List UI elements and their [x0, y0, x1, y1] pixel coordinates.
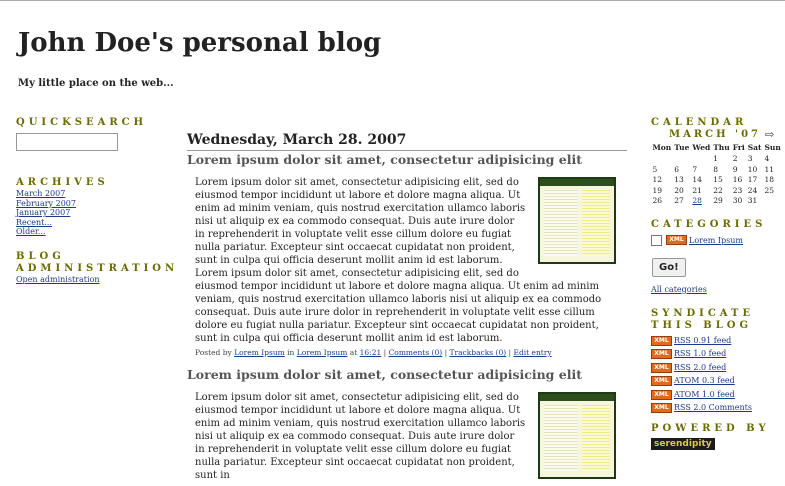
- admin-heading: ADMINISTRATION: [16, 262, 179, 274]
- calendar-day: [691, 154, 712, 165]
- top-border: [0, 0, 785, 1]
- calendar-weekday: Wed: [692, 143, 711, 152]
- post-text: Lorem ipsum dolor sit amet, consectetur adipisicing elit, sed do eiusmod tempor incididunt ut labore et dolore magna aliqua. Ut enim ad minim veniam, quis nostrud exercitation ullamco laboris nisi ut aliquip ex ea commodo consequat. Duis aute irure dolor in reprehenderit in voluptate velit esse cillum dolore eu fugiat nulla pariatur. Excepteur sint occaecat cupidatat non proident, sunt in culpa qui officia deserunt mollit anim id est laborum. Lorem ipsum dolor sit amet, consectetur adipisicing elit, sed do eiusmod tempor incididunt ut labore et dolore magna aliqua. Ut enim ad minim veniam, quis nostrud exercitation ullamco laboris nisi ut aliquip ex ea commodo consequat. Duis aute irure dolor in reprehenderit in voluptate velit esse cillum dolore eu fugiat nulla pariatur. Excepteur sint occaecat cupidatat non proident, sunt in culpa qui officia deserunt mollit anim id est laborum.: [195, 177, 602, 344]
- calendar-day: 18: [764, 175, 775, 184]
- posted-by-label: Posted by: [195, 348, 232, 357]
- feed-item: [651, 374, 781, 388]
- calendar-day-link[interactable]: 28: [692, 196, 702, 205]
- feed-link[interactable]: RSS 1.0 feed: [674, 349, 727, 358]
- post-text: Lorem ipsum dolor sit amet, consectetur adipisicing elit, sed do eiusmod tempor incididunt ut labore et dolore magna aliqua. Ut enim ad minim veniam, quis nostrud exercitation ullamco laboris nisi ut aliquip ex ea commodo consequat. Duis aute irure dolor in reprehenderit in voluptate velit esse cillum dolore eu fugiat nulla pariatur. Excepteur sint occaecat cupidatat non proident, sunt in: [195, 392, 526, 481]
- category-item: [651, 235, 781, 246]
- calendar-week: [651, 165, 782, 176]
- thumbnail-column: [544, 190, 578, 256]
- calendar-week: [651, 186, 782, 197]
- calendar-day: [673, 154, 691, 165]
- thumbnail-sidebar: [582, 405, 610, 471]
- at-label: at: [349, 348, 358, 357]
- thumbnail-column: [544, 405, 578, 471]
- calendar-section: [651, 117, 781, 207]
- calendar-day: 27: [674, 196, 684, 205]
- calendar-day: 10: [747, 164, 758, 174]
- post-body: [195, 391, 620, 482]
- categories-heading: CATEGORIES: [651, 218, 767, 230]
- feed-item: [651, 361, 781, 375]
- calendar-day: 17: [747, 175, 758, 184]
- calendar-day: 20: [674, 185, 684, 195]
- feed-list: [651, 334, 781, 415]
- left-sidebar: [16, 117, 179, 298]
- calendar-day: 11: [764, 164, 775, 174]
- author-link[interactable]: Lorem Ipsum: [234, 348, 285, 357]
- permalink-time[interactable]: 16:21: [359, 348, 382, 357]
- calendar-day: 25: [764, 185, 775, 195]
- calendar-weekday: Tue: [674, 143, 690, 152]
- xml-feed-icon[interactable]: XML: [651, 376, 672, 386]
- calendar-day: 26: [652, 196, 663, 205]
- calendar-day: 21: [692, 185, 702, 195]
- calendar-day: 8: [713, 164, 718, 174]
- archives-section: [16, 177, 166, 237]
- calendar-table: [651, 142, 782, 207]
- archive-link[interactable]: March 2007: [16, 189, 66, 198]
- xml-feed-icon[interactable]: XML: [651, 390, 672, 400]
- calendar-day: 16: [732, 175, 743, 184]
- calendar-day: 24: [747, 185, 758, 195]
- calendar-day: 2: [732, 154, 738, 163]
- calendar-day: 19: [652, 185, 663, 195]
- calendar-weekday: Sun: [764, 143, 781, 152]
- calendar-day: [651, 154, 673, 165]
- calendar-day: 13: [674, 175, 684, 184]
- post-title[interactable]: Lorem ipsum dolor sit amet, consectetur adipisicing elit: [187, 152, 582, 167]
- date-heading: Wednesday, March 28. 2007: [187, 132, 627, 151]
- calendar-day: 23: [732, 185, 743, 195]
- trackbacks-link[interactable]: Trackbacks (0): [449, 348, 507, 357]
- calendar-day: 15: [713, 175, 723, 184]
- feed-item: [651, 347, 781, 361]
- post-thumbnail: [538, 392, 616, 479]
- quicksearch-section: [16, 117, 166, 163]
- go-button[interactable]: Go!: [652, 258, 686, 277]
- feed-link[interactable]: ATOM 0.3 feed: [674, 376, 735, 385]
- calendar-weekday: Mon: [652, 143, 672, 152]
- archive-link[interactable]: Recent...: [16, 217, 52, 227]
- calendar-day: 22: [713, 185, 723, 195]
- calendar-weekday: Fri: [732, 143, 745, 152]
- feed-link[interactable]: RSS 0.91 feed: [674, 335, 732, 345]
- xml-feed-icon[interactable]: XML: [651, 363, 672, 373]
- calendar-week: [651, 154, 782, 165]
- feed-link[interactable]: RSS 2.0 Comments: [674, 403, 752, 412]
- archives-heading: ARCHIVES: [16, 177, 109, 188]
- post-body: [195, 176, 620, 345]
- powered-by-heading: POWERED BY: [651, 422, 770, 434]
- post-title[interactable]: Lorem ipsum dolor sit amet, consectetur adipisicing elit: [187, 367, 582, 382]
- post-thumbnail: [538, 177, 616, 264]
- calendar-day: 4: [764, 154, 770, 163]
- quicksearch-input[interactable]: [16, 133, 118, 151]
- syndicate-section: [651, 308, 781, 415]
- calendar-day: 6: [674, 164, 680, 174]
- calendar-day: 1: [713, 154, 718, 163]
- edit-entry-link[interactable]: Edit entry: [513, 348, 552, 357]
- post-footer: Posted by Lorem Ipsum in Lorem Ipsum at 16:21 | Comments (0) | Trackbacks (0) | Edit entry: [195, 348, 552, 357]
- calendar-day: [763, 196, 782, 207]
- calendar-day: 12: [652, 175, 663, 184]
- admin-heading: BLOG: [16, 250, 65, 262]
- calendar-week: [651, 196, 782, 207]
- calendar-heading: CALENDAR: [651, 117, 748, 128]
- calendar-week: [651, 175, 782, 186]
- xml-feed-icon[interactable]: XML: [666, 235, 687, 245]
- calendar-day: 31: [747, 196, 758, 205]
- xml-feed-icon[interactable]: XML: [651, 349, 672, 359]
- calendar-body: [651, 154, 782, 207]
- calendar-weekday-row: [651, 142, 782, 154]
- thumbnail-sidebar: [582, 190, 610, 256]
- calendar-day: 5: [652, 164, 658, 174]
- categories-section: [651, 219, 781, 294]
- all-categories-link[interactable]: All categories: [651, 284, 707, 294]
- calendar-day: 29: [713, 196, 723, 205]
- blog-title[interactable]: John Doe's personal blog: [18, 28, 382, 58]
- main-content: [187, 132, 627, 483]
- archive-link[interactable]: February 2007: [16, 198, 76, 208]
- thumbnail-header: [540, 179, 614, 186]
- syndicate-heading: SYNDICATE: [651, 307, 755, 319]
- feed-link[interactable]: ATOM 1.0 feed: [674, 389, 735, 399]
- category-checkbox[interactable]: [651, 235, 662, 246]
- admin-section: [16, 250, 179, 285]
- archive-link[interactable]: Older...: [16, 227, 46, 236]
- feed-item: [651, 334, 781, 348]
- category-link[interactable]: Lorem Ipsum: [296, 348, 348, 357]
- calendar-day: [691, 196, 712, 207]
- comments-link[interactable]: Comments (0): [388, 348, 443, 357]
- calendar-month-row: [651, 129, 781, 141]
- calendar-day: 14: [692, 175, 702, 184]
- next-month-arrow-icon[interactable]: ⇨: [765, 128, 775, 141]
- right-sidebar: [651, 117, 781, 450]
- xml-feed-icon[interactable]: XML: [651, 403, 672, 413]
- calendar-month: MARCH '07: [669, 129, 762, 140]
- calendar-day: 30: [732, 196, 743, 205]
- powered-by-section: [651, 423, 781, 450]
- feed-item: [651, 388, 781, 402]
- archive-link[interactable]: January 2007: [16, 208, 71, 217]
- blog-description: My little place on the web...: [18, 78, 174, 89]
- category-link[interactable]: Lorem Ipsum: [689, 235, 743, 245]
- in-label: in: [287, 348, 295, 357]
- xml-feed-icon[interactable]: XML: [651, 336, 672, 346]
- calendar-weekday: Thu: [713, 143, 730, 152]
- quicksearch-heading: QUICKSEARCH: [16, 117, 148, 128]
- syndicate-heading: THIS BLOG: [651, 319, 753, 331]
- feed-item: [651, 401, 781, 415]
- calendar-weekday: Sat: [747, 143, 762, 152]
- open-administration-link[interactable]: Open administration: [16, 274, 100, 284]
- serendipity-logo[interactable]: serendipity: [651, 438, 715, 450]
- calendar-day: 3: [747, 154, 753, 163]
- thumbnail-header: [540, 394, 614, 401]
- calendar-day: 9: [732, 164, 738, 174]
- feed-link[interactable]: RSS 2.0 feed: [674, 362, 727, 372]
- calendar-day: 7: [692, 164, 698, 174]
